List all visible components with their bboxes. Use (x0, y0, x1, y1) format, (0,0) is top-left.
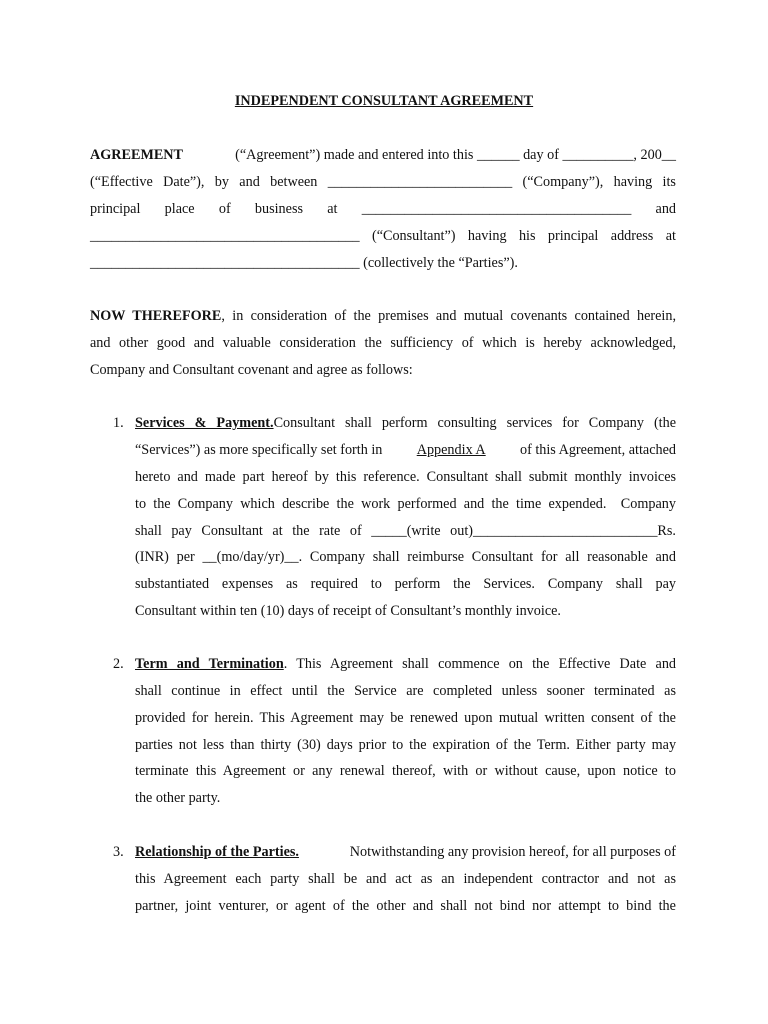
section-3-line-3 (135, 897, 676, 915)
section-2-line-1-text: . This Agreement shall commence on the Effective Date and (283, 656, 677, 672)
preamble-line-2 (90, 173, 676, 191)
document-title: INDEPENDENT CONSULTANT AGREEMENT (234, 93, 534, 109)
section-2-line-4-text: parties not less than thirty (30) days prior to the expiration of the Term. Either party may (135, 737, 677, 753)
preamble-lead: AGREEMENT (90, 147, 184, 163)
section-1-line-6 (135, 548, 676, 566)
preamble-line-1 (90, 146, 676, 164)
recitals-line-2 (90, 334, 676, 352)
section-2-line-4 (135, 736, 676, 754)
section-2-line-2 (135, 682, 676, 700)
preamble-line-1-text: (“Agreement”) made and entered into this ______ day of __________, 200__ (235, 147, 676, 163)
section-1-line-3 (135, 468, 676, 486)
section-heading: Term and Termination (135, 656, 284, 672)
section-1-line-2 (135, 441, 676, 459)
section-1-line-5-text: shall pay Consultant at the rate of _____(write out)__________________________Rs. (135, 523, 676, 539)
section-3-line-2 (135, 870, 676, 888)
section-2-line-5 (135, 762, 676, 780)
section-1-line-5 (135, 522, 676, 540)
section-1-line-8-text: Consultant within ten (10) days of receipt of Consultant’s monthly invoice. (135, 603, 561, 619)
recitals-lead: NOW THEREFORE (90, 308, 222, 324)
section-number: 3. (113, 844, 124, 860)
section-1-line-4-text: to the Company which describe the work performed and the time expended. Company (135, 496, 676, 512)
section-1-line-2-pre: “Services”) as more specifically set forth in (135, 442, 383, 458)
preamble-line-5-text: ______________________________________ (collectively the “Parties”). (90, 255, 518, 271)
preamble-line-3-text: principal place of business at ______________________________________ and (90, 201, 677, 217)
section-number: 1. (113, 415, 124, 431)
section-3-line-3-text: partner, joint venturer, or agent of the other and shall not bind nor attempt to bind the (135, 898, 676, 914)
section-1-line-4 (135, 495, 676, 513)
section-2-line-3-text: provided for herein. This Agreement may be renewed upon mutual written consent of the (135, 710, 676, 726)
section-2-line-5-text: terminate this Agreement or any renewal thereof, with or without cause, upon notice to (135, 763, 676, 779)
section-number: 2. (113, 656, 124, 672)
section-2-line-6-text: the other party. (135, 790, 221, 806)
section-2-line-2-text: shall continue in effect until the Service are completed unless sooner terminated as (135, 683, 676, 699)
section-1-line-7-text: substantiated expenses as required to perform the Services. Company shall pay (135, 576, 676, 592)
preamble-line-2-text: (“Effective Date”), by and between __________________________ (“Company”), having its (90, 174, 676, 190)
recitals-line-3 (90, 361, 413, 379)
section-3-line-2-text: this Agreement each party shall be and act as an independent contractor and not as (135, 871, 677, 887)
preamble-line-5 (90, 254, 518, 272)
recitals-line-3-text: Company and Consultant covenant and agree as follows: (90, 362, 413, 378)
section-2-line-1 (135, 655, 676, 673)
section-3-line-1-text: Notwithstanding any provision hereof, for all purposes of (349, 844, 676, 860)
recitals-line-2-text: and other good and valuable consideration the sufficiency of which is hereby acknowledged, (90, 335, 677, 351)
section-1-line-6-text: (INR) per __(mo/day/yr)__. Company shall reimburse Consultant for all reasonable and (135, 549, 676, 565)
preamble-line-4 (90, 227, 676, 245)
section-1-line-7 (135, 575, 676, 593)
section-1-line-1 (135, 414, 676, 432)
section-1-line-1-text: Consultant shall perform consulting services for Company (the (273, 415, 677, 431)
section-2-line-6 (135, 789, 220, 807)
section-1-line-8 (135, 602, 561, 620)
section-3-line-1 (135, 843, 676, 861)
recitals-line-1-text: , in consideration of the premises and mutual covenants contained herein, (221, 308, 677, 324)
section-1-line-2-post: of this Agreement, attached (519, 442, 676, 458)
preamble-line-3 (90, 200, 676, 218)
section-1-line-3-text: hereto and made part hereof by this reference. Consultant shall submit monthly invoices (135, 469, 677, 485)
appendix-a-reference: Appendix A (416, 442, 486, 458)
recitals-line-1 (90, 307, 676, 325)
preamble-line-4-text: ______________________________________ (“Consultant”) having his principal address at (90, 228, 676, 244)
section-2-line-3 (135, 709, 676, 727)
section-heading: Services & Payment. (135, 415, 274, 431)
section-heading: Relationship of the Parties. (135, 844, 299, 860)
